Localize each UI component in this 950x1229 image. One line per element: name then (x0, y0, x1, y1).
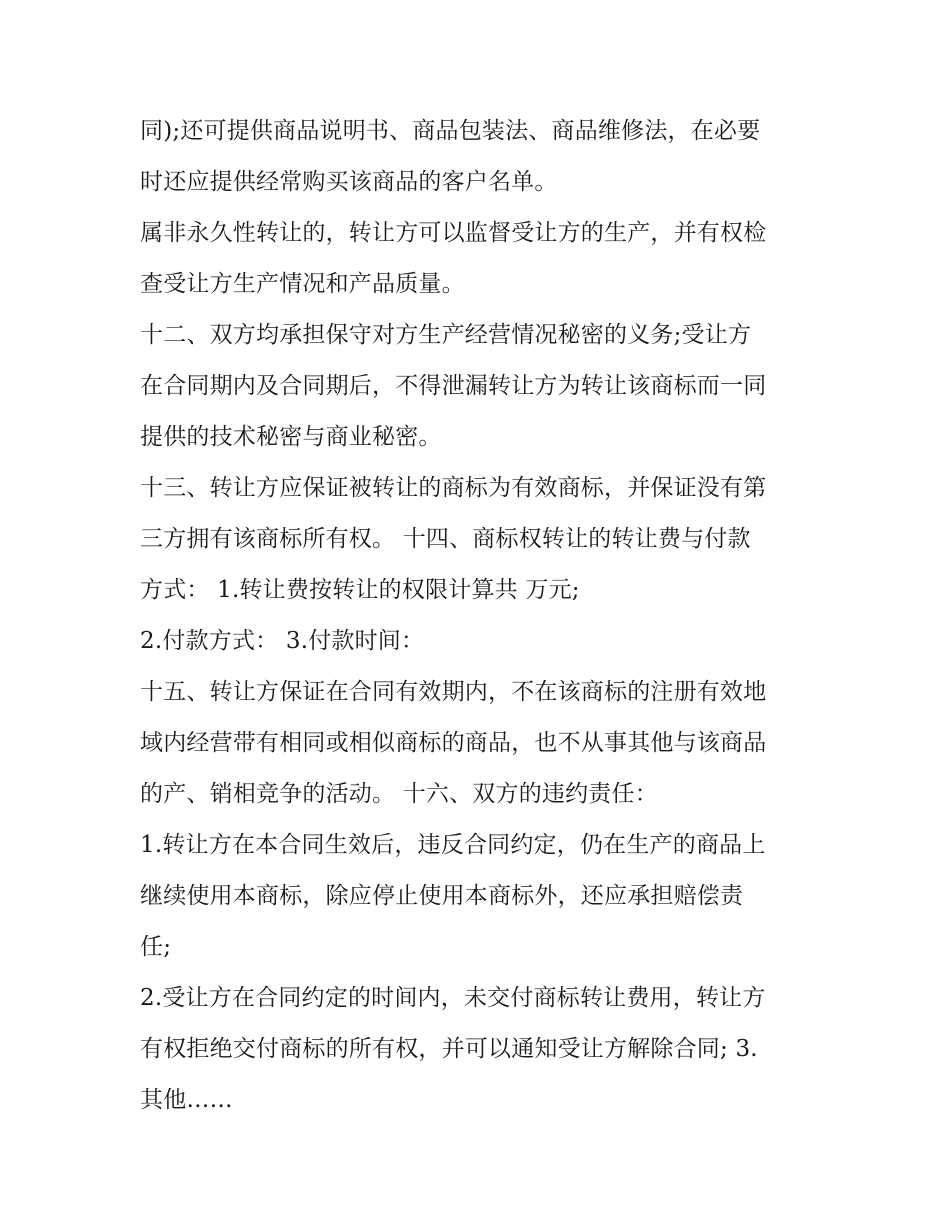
text-line-19: 有权拒绝交付商标的所有权，并可以通知受让方解除合同; 3. (140, 1036, 758, 1062)
text-line-18: 2.受让方在合同约定的时间内，未交付商标转让费用，转让方 (140, 985, 766, 1011)
text-line-8: 十三、转让方应保证被转让的商标为有效商标，并保证没有第 (140, 475, 767, 501)
text-line-11: 2.付款方式： 3.付款时间： (140, 628, 425, 654)
text-line-5: 十二、双方均承担保守对方生产经营情况秘密的义务;受让方 (140, 322, 752, 348)
text-line-7: 提供的技术秘密与商业秘密。 (140, 424, 442, 450)
text-line-16: 继续使用本商标，除应停止使用本商标外，还应承担赔偿责 (140, 883, 744, 909)
text-line-9: 三方拥有该商标所有权。 十四、商标权转让的转让费与付款 (140, 526, 751, 552)
text-line-17: 任; (140, 934, 172, 960)
text-line-6: 在合同期内及合同期后，不得泄漏转让方为转让该商标而一同 (140, 373, 767, 399)
text-line-15: 1.转让方在本合同生效后，违反合同约定，仍在生产的商品上 (140, 832, 766, 858)
text-line-13: 域内经营带有相同或相似商标的商品，也不从事其他与该商品 (140, 730, 767, 756)
text-line-12: 十五、转让方保证在合同有效期内，不在该商标的注册有效地 (140, 679, 767, 705)
text-line-20: 其他…… (140, 1087, 233, 1113)
text-line-4: 查受让方生产情况和产品质量。 (140, 271, 465, 297)
text-line-1: 同);还可提供商品说明书、商品包装法、商品维修法，在必要 (140, 118, 761, 144)
text-line-2: 时还应提供经常购买该商品的客户名单。 (140, 169, 558, 195)
text-line-3: 属非永久性转让的，转让方可以监督受让方的生产，并有权检 (140, 220, 767, 246)
document-body (140, 106, 820, 1126)
text-line-14: 的产、销相竞争的活动。 十六、双方的违约责任： (140, 781, 658, 807)
text-line-10: 方式： 1.转让费按转让的权限计算共 万元; (140, 577, 580, 603)
